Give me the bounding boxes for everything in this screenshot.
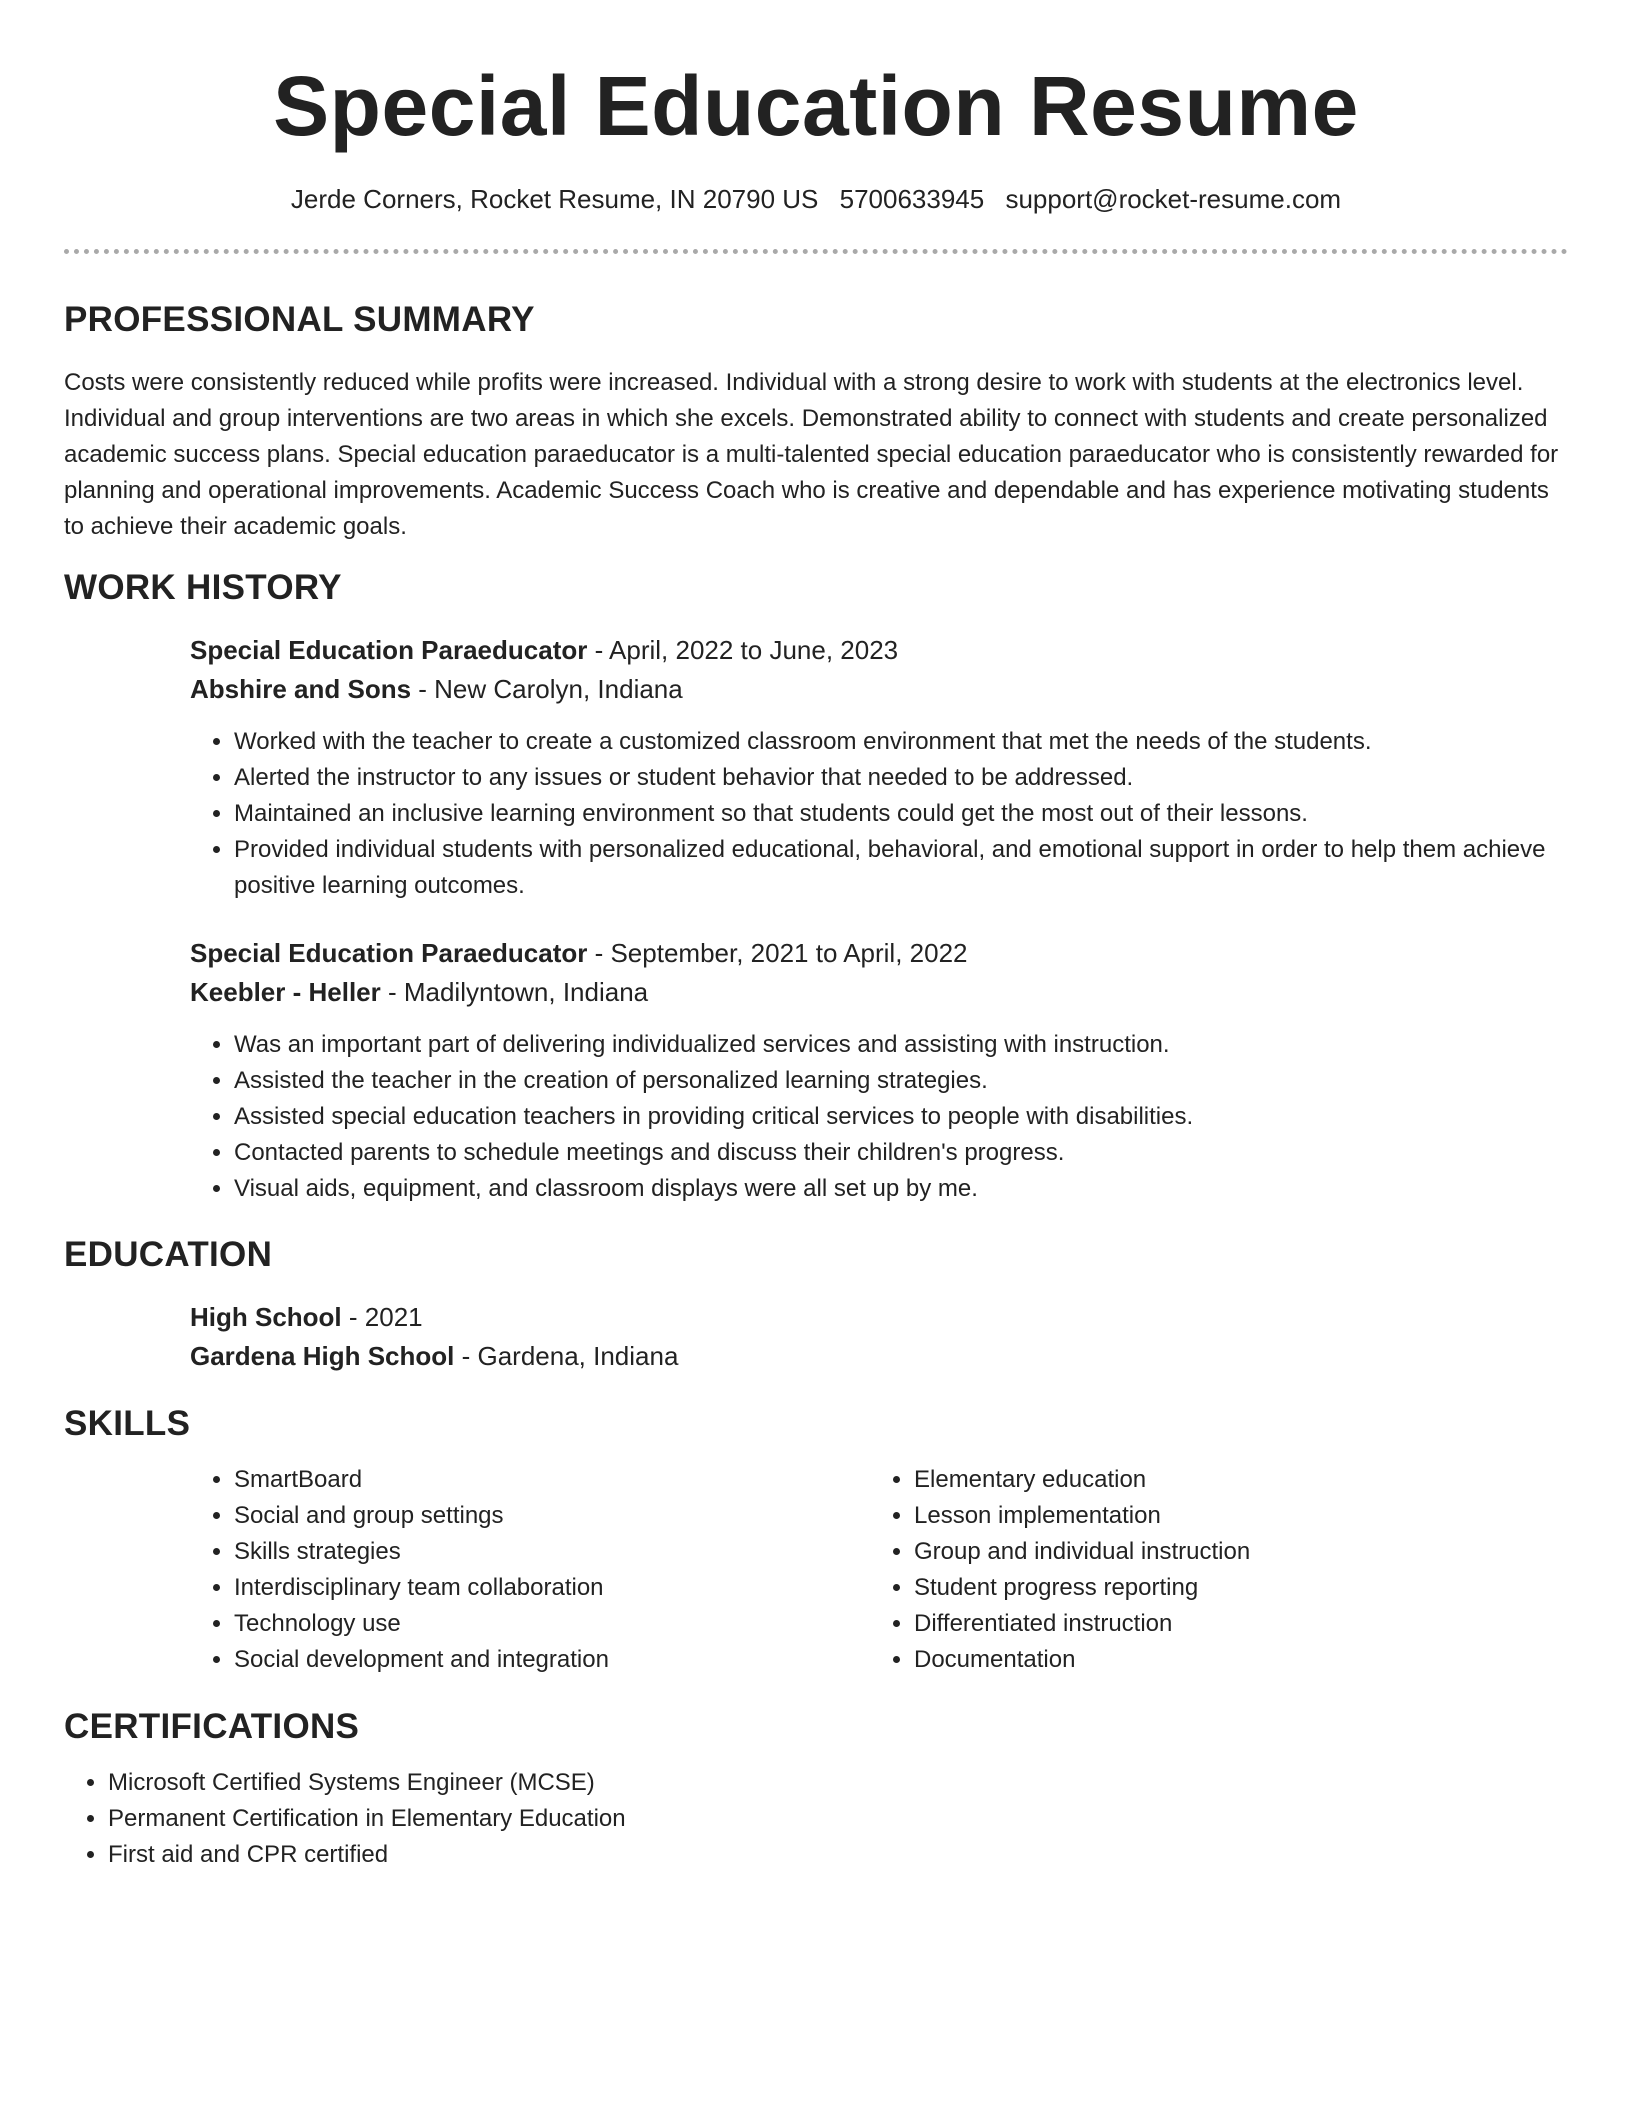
job-bullets <box>190 724 1568 904</box>
skills-section <box>64 1402 1568 1678</box>
education-heading: EDUCATION <box>64 1235 273 1274</box>
job-bullet: • Worked with the teacher to create a customized classroom environment that met the needs of the students. <box>234 724 1568 760</box>
job-company: Abshire and Sons <box>190 674 412 704</box>
education-section <box>64 1233 1568 1376</box>
job-bullet: • Maintained an inclusive learning environment so that students could get the most out of their lessons. <box>234 796 1568 832</box>
contact-line <box>64 182 1568 216</box>
education-location: - Gardena, Indiana <box>454 1341 679 1371</box>
job-bullet: • Contacted parents to schedule meetings and discuss their children's progress. <box>234 1135 1568 1171</box>
skills-list-left <box>190 1462 870 1678</box>
skill-item: • SmartBoard <box>234 1462 870 1498</box>
job-title-line <box>190 631 1568 670</box>
job-entry <box>190 631 1568 904</box>
certification-item: • First aid and CPR certified <box>108 1837 1568 1873</box>
skills-grid <box>190 1462 1568 1678</box>
job-bullets <box>190 1027 1568 1207</box>
job-dates: - September, 2021 to April, 2022 <box>587 938 968 968</box>
job-bullet: • Provided individual students with personalized educational, behavioral, and emotional support in order to help them achieve positive learning outcomes. <box>234 832 1568 904</box>
education-school: Gardena High School <box>190 1341 455 1371</box>
skill-item: • Social and group settings <box>234 1498 870 1534</box>
job-company-line <box>190 973 1568 1012</box>
skill-item: • Lesson implementation <box>914 1498 1550 1534</box>
certifications-heading: CERTIFICATIONS <box>64 1707 360 1746</box>
skills-heading: SKILLS <box>64 1404 191 1443</box>
skill-item: • Documentation <box>914 1642 1550 1678</box>
skills-list-right <box>870 1462 1550 1678</box>
job-dates: - April, 2022 to June, 2023 <box>587 635 899 665</box>
certification-item: • Permanent Certification in Elementary Education <box>108 1801 1568 1837</box>
skill-item: • Student progress reporting <box>914 1570 1550 1606</box>
education-entry <box>190 1298 1568 1376</box>
job-title: Special Education Paraeducator <box>190 635 588 665</box>
job-entry <box>190 934 1568 1207</box>
certification-item: • Microsoft Certified Systems Engineer (MCSE) <box>108 1765 1568 1801</box>
skill-item: • Interdisciplinary team collaboration <box>234 1570 870 1606</box>
job-title-line <box>190 934 1568 973</box>
job-location: - Madilyntown, Indiana <box>380 977 649 1007</box>
job-title: Special Education Paraeducator <box>190 938 588 968</box>
summary-text: Costs were consistently reduced while profits were increased. Individual with a strong desire to work with students at the electronics level. Individual and group interventions are two areas in which she excels. Demonstrated ability to connect with students and create personalized academic success plans. Special education paraeducator is a multi-talented special education paraeducator who is consistently rewarded for planning and operational improvements. Academic Success Coach who is creative and dependable and has experience motivating students to achieve their academic goals. <box>64 369 1559 540</box>
certifications-section <box>64 1705 1568 1873</box>
education-school-line <box>190 1337 1568 1376</box>
work-history-section <box>64 566 1568 1207</box>
job-bullet: • Visual aids, equipment, and classroom displays were all set up by me. <box>234 1171 1568 1207</box>
skill-item: • Social development and integration <box>234 1642 870 1678</box>
summary-section <box>64 298 1568 545</box>
job-company-line <box>190 670 1568 709</box>
skill-item: • Skills strategies <box>234 1534 870 1570</box>
certifications-list <box>64 1765 1568 1873</box>
contact-email: support@rocket-resume.com <box>1005 184 1342 214</box>
job-bullet: • Was an important part of delivering individualized services and assisting with instruction. <box>234 1027 1568 1063</box>
summary-heading: PROFESSIONAL SUMMARY <box>64 300 535 339</box>
job-bullet: • Assisted special education teachers in providing critical services to people with disabilities. <box>234 1099 1568 1135</box>
education-degree: High School <box>190 1302 342 1332</box>
job-location: - New Carolyn, Indiana <box>411 674 683 704</box>
education-degree-line <box>190 1298 1568 1337</box>
contact-address: Jerde Corners, Rocket Resume, IN 20790 US <box>290 184 819 214</box>
skill-item: • Differentiated instruction <box>914 1606 1550 1642</box>
work-history-heading: WORK HISTORY <box>64 568 342 607</box>
job-bullet: • Assisted the teacher in the creation of personalized learning strategies. <box>234 1063 1568 1099</box>
contact-phone: 5700633945 <box>839 184 985 214</box>
education-year: - 2021 <box>341 1302 423 1332</box>
resume-title: Special Education Resume <box>273 59 1359 153</box>
skill-item: • Elementary education <box>914 1462 1550 1498</box>
header-divider <box>64 249 1568 254</box>
skill-item: • Group and individual instruction <box>914 1534 1550 1570</box>
job-bullet: • Alerted the instructor to any issues or student behavior that needed to be addressed. <box>234 760 1568 796</box>
skill-item: • Technology use <box>234 1606 870 1642</box>
job-company: Keebler - Heller <box>190 977 381 1007</box>
